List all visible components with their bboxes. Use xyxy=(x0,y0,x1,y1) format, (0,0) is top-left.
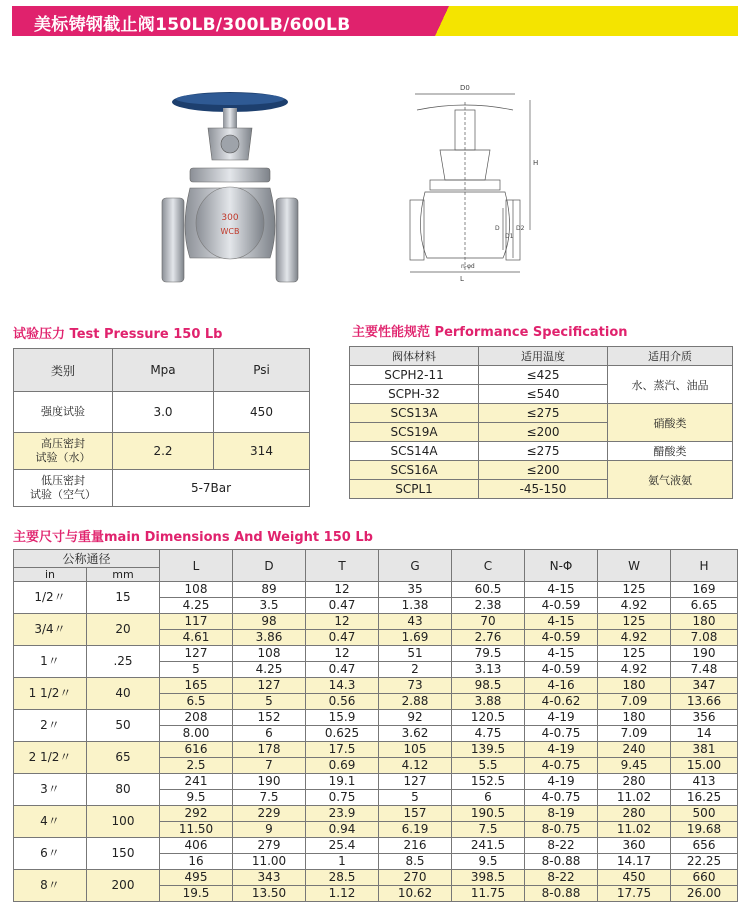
dim-cell-inch: 8-0.75 xyxy=(525,822,598,838)
dim-cell-mm: 35 xyxy=(379,582,452,598)
dim-cell-mm: 169 xyxy=(671,582,738,598)
dim-row xyxy=(14,614,738,630)
dim-cell-mm: 616 xyxy=(160,742,233,758)
dim-cell-mm: 216 xyxy=(379,838,452,854)
dim-cell-inch: 14.17 xyxy=(598,854,671,870)
dim-cell-inch: 4-0.59 xyxy=(525,662,598,678)
tp-label xyxy=(14,433,113,470)
ps-row xyxy=(350,461,733,480)
dim-cell-inch: 9 xyxy=(233,822,306,838)
dim-cell-mm: 279 xyxy=(233,838,306,854)
dim-cell-inch: 4-0.59 xyxy=(525,598,598,614)
ps-temp: ≤200 xyxy=(479,423,608,442)
dim-cell-mm: 4-15 xyxy=(525,646,598,662)
dim-cell-inch: 5 xyxy=(379,790,452,806)
dim-cell-mm: 98 xyxy=(233,614,306,630)
dim-size-mm: 80 xyxy=(87,774,160,806)
dimensions-body xyxy=(14,582,738,902)
tp-label: 强度试验 xyxy=(14,392,113,433)
dim-cell-mm: 190 xyxy=(233,774,306,790)
dim-cell-mm: 43 xyxy=(379,614,452,630)
dim-cell-inch: 6.5 xyxy=(160,694,233,710)
page-title: 美标铸钢截止阀150LB/300LB/600LB xyxy=(34,15,351,35)
dim-header-g: G xyxy=(379,550,452,582)
dim-cell-inch: 7.48 xyxy=(671,662,738,678)
dim-cell-inch: 4-0.62 xyxy=(525,694,598,710)
valve-photo xyxy=(160,88,300,288)
dim-cell-mm: 92 xyxy=(379,710,452,726)
dim-row xyxy=(14,838,738,854)
dim-cell-inch: 6.65 xyxy=(671,598,738,614)
dim-cell-inch: 9.5 xyxy=(452,854,525,870)
dimensions-table xyxy=(13,549,738,902)
dim-cell-mm: 280 xyxy=(598,806,671,822)
dim-cell-inch: 1.69 xyxy=(379,630,452,646)
ps-temp: ≤200 xyxy=(479,461,608,480)
dim-cell-inch: 4.12 xyxy=(379,758,452,774)
ps-temp: ≤275 xyxy=(479,442,608,461)
dim-cell-mm: 51 xyxy=(379,646,452,662)
dim-cell-inch: 4.92 xyxy=(598,630,671,646)
drawing-label-d: D xyxy=(495,225,500,232)
dim-cell-mm: 241.5 xyxy=(452,838,525,854)
dim-cell-mm: 229 xyxy=(233,806,306,822)
dim-size-in: 3/4〃 xyxy=(14,614,87,646)
dim-cell-inch: 0.69 xyxy=(306,758,379,774)
dim-cell-mm: 347 xyxy=(671,678,738,694)
dim-cell-inch: 19.68 xyxy=(671,822,738,838)
drawing-label-l: L xyxy=(460,275,464,283)
dim-cell-inch: 4.92 xyxy=(598,598,671,614)
dim-cell-inch: 8.00 xyxy=(160,726,233,742)
ps-temp: ≤425 xyxy=(479,366,608,385)
tp-row xyxy=(14,433,310,470)
dim-cell-mm: 125 xyxy=(598,646,671,662)
dim-cell-mm: 343 xyxy=(233,870,306,886)
ps-temp: ≤275 xyxy=(479,404,608,423)
dim-cell-mm: 157 xyxy=(379,806,452,822)
dim-cell-inch: 11.00 xyxy=(233,854,306,870)
dim-cell-inch: 4.25 xyxy=(160,598,233,614)
dim-cell-inch: 7.5 xyxy=(233,790,306,806)
dim-cell-mm: 360 xyxy=(598,838,671,854)
dim-cell-inch: 5.5 xyxy=(452,758,525,774)
dim-header-t: T xyxy=(306,550,379,582)
ps-material: SCPH2-11 xyxy=(350,366,479,385)
dim-cell-mm: 73 xyxy=(379,678,452,694)
dim-row xyxy=(14,646,738,662)
dim-cell-mm: 127 xyxy=(160,646,233,662)
dim-cell-mm: 23.9 xyxy=(306,806,379,822)
dim-cell-inch: 1.38 xyxy=(379,598,452,614)
dim-cell-inch: 26.00 xyxy=(671,886,738,902)
dim-cell-mm: 4-15 xyxy=(525,582,598,598)
dim-cell-mm: 4-19 xyxy=(525,710,598,726)
dim-cell-mm: 180 xyxy=(598,710,671,726)
ps-medium: 硝酸类 xyxy=(608,404,733,442)
dim-size-in: 2 1/2〃 xyxy=(14,742,87,774)
dim-cell-mm: 406 xyxy=(160,838,233,854)
dim-cell-mm: 180 xyxy=(598,678,671,694)
tp-mpa: 3.0 xyxy=(113,392,214,433)
dim-cell-mm: 152 xyxy=(233,710,306,726)
ps-row xyxy=(350,366,733,385)
dim-size-mm: 100 xyxy=(87,806,160,838)
dim-size-in: 8〃 xyxy=(14,870,87,902)
dim-cell-mm: 117 xyxy=(160,614,233,630)
dimensions-title xyxy=(13,526,373,545)
dim-cell-inch: 16 xyxy=(160,854,233,870)
drawing-label-n-phid: n-φd xyxy=(461,263,475,270)
dim-cell-mm: 120.5 xyxy=(452,710,525,726)
dim-cell-mm: 208 xyxy=(160,710,233,726)
dim-cell-mm: 500 xyxy=(671,806,738,822)
dim-cell-mm: 125 xyxy=(598,614,671,630)
dim-cell-inch: 6 xyxy=(452,790,525,806)
dim-cell-mm: 4-16 xyxy=(525,678,598,694)
dim-row xyxy=(14,774,738,790)
dim-cell-inch: 2.76 xyxy=(452,630,525,646)
ps-material: SCPL1 xyxy=(350,480,479,499)
dim-cell-mm: 190.5 xyxy=(452,806,525,822)
dim-cell-mm: 165 xyxy=(160,678,233,694)
dim-cell-inch: 8.5 xyxy=(379,854,452,870)
dim-cell-mm: 495 xyxy=(160,870,233,886)
ps-header-temp: 适用温度 xyxy=(479,347,608,366)
dim-cell-inch: 5 xyxy=(160,662,233,678)
tp-label-line1: 低压密封 xyxy=(41,474,85,487)
dim-cell-inch: 17.75 xyxy=(598,886,671,902)
dim-size-in: 3〃 xyxy=(14,774,87,806)
dimensions-title-cn: 主要尺寸与重量 xyxy=(13,530,105,545)
dim-cell-inch: 3.62 xyxy=(379,726,452,742)
dim-cell-inch: 19.5 xyxy=(160,886,233,902)
drawing-label-h: H xyxy=(533,159,539,167)
dim-size-in: 1 1/2〃 xyxy=(14,678,87,710)
dim-row xyxy=(14,742,738,758)
dim-size-in: 2〃 xyxy=(14,710,87,742)
test-pressure-title-en: Test Pressure 150 Lb xyxy=(69,327,223,342)
dim-cell-mm: 125 xyxy=(598,582,671,598)
dim-cell-mm: 25.4 xyxy=(306,838,379,854)
dim-row xyxy=(14,870,738,886)
test-pressure-title xyxy=(13,323,222,342)
dim-row xyxy=(14,710,738,726)
dim-header-h: H xyxy=(671,550,738,582)
dim-cell-mm: 108 xyxy=(160,582,233,598)
tp-psi: 314 xyxy=(214,433,310,470)
dim-cell-mm: 180 xyxy=(671,614,738,630)
dim-cell-mm: 98.5 xyxy=(452,678,525,694)
dim-cell-mm: 19.1 xyxy=(306,774,379,790)
performance-title-en: Performance Specification xyxy=(434,325,628,340)
test-pressure-table xyxy=(13,348,310,507)
dim-cell-inch: 1.12 xyxy=(306,886,379,902)
dim-size-mm: 200 xyxy=(87,870,160,902)
tp-header-psi: Psi xyxy=(214,349,310,392)
tp-row xyxy=(14,392,310,433)
dim-cell-mm: 292 xyxy=(160,806,233,822)
ps-row xyxy=(350,404,733,423)
dim-cell-mm: 4-19 xyxy=(525,774,598,790)
dim-header-w: W xyxy=(598,550,671,582)
dim-header-l: L xyxy=(160,550,233,582)
dim-cell-inch: 4-0.75 xyxy=(525,726,598,742)
dim-cell-inch: 2.5 xyxy=(160,758,233,774)
dim-size-in: 1〃 xyxy=(14,646,87,678)
tp-value: 5-7Bar xyxy=(113,470,310,507)
dim-size-mm: 50 xyxy=(87,710,160,742)
dim-cell-inch: 13.50 xyxy=(233,886,306,902)
dim-cell-inch: 4.92 xyxy=(598,662,671,678)
tp-mpa: 2.2 xyxy=(113,433,214,470)
dim-cell-inch: 7.09 xyxy=(598,694,671,710)
drawing-label-d1: D1 xyxy=(505,233,514,240)
performance-title xyxy=(352,321,628,340)
body-marking-1: 300 xyxy=(221,213,239,223)
dim-cell-inch: 4.25 xyxy=(233,662,306,678)
dim-header-mm: mm xyxy=(87,568,160,582)
performance-title-cn: 主要性能规范 xyxy=(352,325,431,340)
dim-cell-mm: 270 xyxy=(379,870,452,886)
dim-cell-inch: 1 xyxy=(306,854,379,870)
ps-header-medium: 适用介质 xyxy=(608,347,733,366)
dim-cell-mm: 17.5 xyxy=(306,742,379,758)
ps-medium: 醋酸类 xyxy=(608,442,733,461)
ps-material: SCS14A xyxy=(350,442,479,461)
dim-size-in: 6〃 xyxy=(14,838,87,870)
dim-cell-mm: 89 xyxy=(233,582,306,598)
ps-material: SCS16A xyxy=(350,461,479,480)
dim-size-mm: 15 xyxy=(87,582,160,614)
dim-cell-mm: 79.5 xyxy=(452,646,525,662)
dim-cell-inch: 4-0.75 xyxy=(525,758,598,774)
dim-cell-inch: 8-0.88 xyxy=(525,886,598,902)
dim-row xyxy=(14,806,738,822)
dim-cell-mm: 14.3 xyxy=(306,678,379,694)
dim-cell-mm: 70 xyxy=(452,614,525,630)
dim-row xyxy=(14,582,738,598)
dim-cell-inch: 3.5 xyxy=(233,598,306,614)
ps-material: SCPH-32 xyxy=(350,385,479,404)
ps-temp: ≤540 xyxy=(479,385,608,404)
valve-drawing xyxy=(405,80,555,285)
dim-cell-inch: 6.19 xyxy=(379,822,452,838)
drawing-label-d0: D0 xyxy=(460,84,470,92)
dim-cell-inch: 0.47 xyxy=(306,662,379,678)
dim-cell-inch: 7.09 xyxy=(598,726,671,742)
dim-cell-inch: 15.00 xyxy=(671,758,738,774)
ps-temp: -45-150 xyxy=(479,480,608,499)
tp-label-line2: 试验（水） xyxy=(35,451,91,464)
banner-slant xyxy=(412,6,472,36)
dim-cell-inch: 4-0.59 xyxy=(525,630,598,646)
dim-size-in: 1/2〃 xyxy=(14,582,87,614)
dim-cell-mm: 28.5 xyxy=(306,870,379,886)
dim-cell-mm: 178 xyxy=(233,742,306,758)
tp-header-category: 类别 xyxy=(14,349,113,392)
dim-cell-inch: 6 xyxy=(233,726,306,742)
dim-cell-mm: 127 xyxy=(233,678,306,694)
dim-cell-inch: 9.5 xyxy=(160,790,233,806)
dim-cell-inch: 13.66 xyxy=(671,694,738,710)
dim-cell-inch: 7.5 xyxy=(452,822,525,838)
dim-cell-inch: 0.75 xyxy=(306,790,379,806)
dim-header-in: in xyxy=(14,568,87,582)
dim-cell-inch: 2.38 xyxy=(452,598,525,614)
dim-cell-mm: 12 xyxy=(306,614,379,630)
dim-header-d: D xyxy=(233,550,306,582)
tp-label xyxy=(14,470,113,507)
dim-cell-inch: 11.02 xyxy=(598,822,671,838)
dim-cell-mm: 12 xyxy=(306,646,379,662)
ps-header-material: 阀体材料 xyxy=(350,347,479,366)
dim-cell-inch: 2.88 xyxy=(379,694,452,710)
dim-cell-mm: 356 xyxy=(671,710,738,726)
dim-cell-inch: 7.08 xyxy=(671,630,738,646)
tp-header-mpa: Mpa xyxy=(113,349,214,392)
dim-cell-mm: 381 xyxy=(671,742,738,758)
tp-psi: 450 xyxy=(214,392,310,433)
dim-cell-inch: 3.88 xyxy=(452,694,525,710)
drawing-label-d2: D2 xyxy=(516,225,525,232)
dim-cell-inch: 22.25 xyxy=(671,854,738,870)
dim-header-nominal: 公称通径 xyxy=(14,550,160,568)
dim-cell-mm: 12 xyxy=(306,582,379,598)
dim-size-mm: 65 xyxy=(87,742,160,774)
dim-cell-mm: 240 xyxy=(598,742,671,758)
dim-cell-mm: 60.5 xyxy=(452,582,525,598)
dim-size-mm: .25 xyxy=(87,646,160,678)
dim-cell-inch: 11.75 xyxy=(452,886,525,902)
dim-size-in: 4〃 xyxy=(14,806,87,838)
dim-cell-mm: 127 xyxy=(379,774,452,790)
tp-row xyxy=(14,470,310,507)
dim-cell-inch: 0.94 xyxy=(306,822,379,838)
ps-material: SCS19A xyxy=(350,423,479,442)
dim-cell-mm: 152.5 xyxy=(452,774,525,790)
dim-cell-mm: 108 xyxy=(233,646,306,662)
dim-cell-mm: 4-19 xyxy=(525,742,598,758)
dim-cell-mm: 105 xyxy=(379,742,452,758)
header-banner xyxy=(12,6,738,36)
dim-cell-inch: 0.56 xyxy=(306,694,379,710)
dim-cell-inch: 11.50 xyxy=(160,822,233,838)
tp-label-line1: 高压密封 xyxy=(41,437,85,450)
dim-cell-mm: 280 xyxy=(598,774,671,790)
test-pressure-title-cn: 试验压力 xyxy=(13,327,66,342)
dim-cell-inch: 5 xyxy=(233,694,306,710)
dim-cell-inch: 10.62 xyxy=(379,886,452,902)
performance-table xyxy=(349,346,733,499)
dim-cell-mm: 8-22 xyxy=(525,870,598,886)
dim-size-mm: 20 xyxy=(87,614,160,646)
ps-row xyxy=(350,442,733,461)
dim-cell-inch: 0.47 xyxy=(306,630,379,646)
dim-size-mm: 40 xyxy=(87,678,160,710)
dim-cell-mm: 4-15 xyxy=(525,614,598,630)
dim-cell-inch: 8-0.88 xyxy=(525,854,598,870)
dimensions-title-en: main Dimensions And Weight 150 Lb xyxy=(104,530,373,545)
dim-cell-inch: 9.45 xyxy=(598,758,671,774)
dim-cell-mm: 241 xyxy=(160,774,233,790)
tp-label-line2: 试验（空气） xyxy=(30,488,96,501)
dim-cell-inch: 3.13 xyxy=(452,662,525,678)
ps-medium: 氨气液氨 xyxy=(608,461,733,499)
body-marking-2: WCB xyxy=(220,227,240,236)
dim-cell-inch: 4.61 xyxy=(160,630,233,646)
dim-cell-inch: 4-0.75 xyxy=(525,790,598,806)
dim-row xyxy=(14,678,738,694)
dim-cell-inch: 14 xyxy=(671,726,738,742)
dim-cell-mm: 8-19 xyxy=(525,806,598,822)
dim-cell-mm: 139.5 xyxy=(452,742,525,758)
dim-header-n-phi: N-Φ xyxy=(525,550,598,582)
dim-cell-mm: 8-22 xyxy=(525,838,598,854)
dim-cell-inch: 7 xyxy=(233,758,306,774)
dim-header-c: C xyxy=(452,550,525,582)
dim-cell-inch: 16.25 xyxy=(671,790,738,806)
dim-cell-inch: 4.75 xyxy=(452,726,525,742)
dim-cell-inch: 3.86 xyxy=(233,630,306,646)
dim-cell-inch: 0.625 xyxy=(306,726,379,742)
dim-cell-inch: 2 xyxy=(379,662,452,678)
dim-cell-mm: 15.9 xyxy=(306,710,379,726)
dim-cell-inch: 11.02 xyxy=(598,790,671,806)
ps-medium: 水、蒸汽、油品 xyxy=(608,366,733,404)
dim-cell-mm: 656 xyxy=(671,838,738,854)
dim-cell-mm: 398.5 xyxy=(452,870,525,886)
dim-cell-inch: 0.47 xyxy=(306,598,379,614)
dim-cell-mm: 413 xyxy=(671,774,738,790)
dim-cell-mm: 450 xyxy=(598,870,671,886)
ps-material: SCS13A xyxy=(350,404,479,423)
dim-cell-mm: 660 xyxy=(671,870,738,886)
dim-size-mm: 150 xyxy=(87,838,160,870)
dim-cell-mm: 190 xyxy=(671,646,738,662)
